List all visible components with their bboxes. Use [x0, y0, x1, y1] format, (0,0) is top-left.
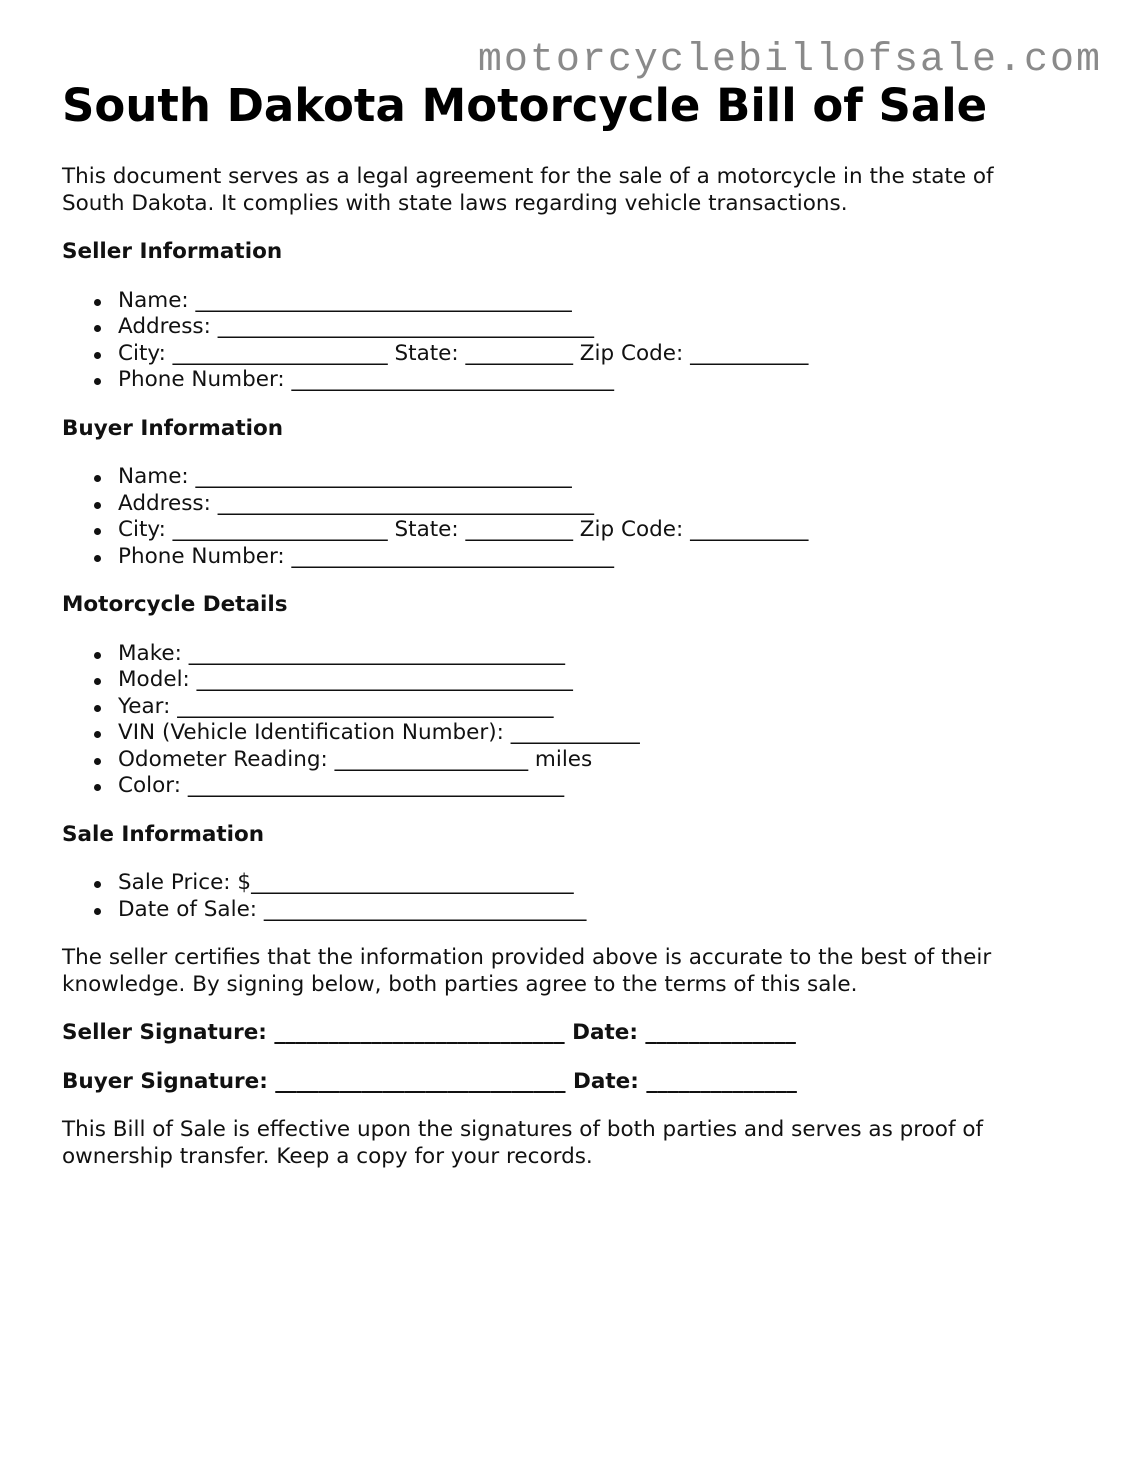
closing-paragraph: This Bill of Sale is effective upon the signatures of both parties and serves as proof of ownership transfer. Keep a copy for your records.	[62, 1117, 984, 1169]
buyer-signature-line[interactable]: Buyer Signature: ___________________________ Date: ______________	[62, 1068, 797, 1094]
buyer-address-field[interactable]: Address: ___________________________________	[118, 491, 1062, 518]
buyer-phone-field[interactable]: Phone Number: ______________________________	[118, 544, 1062, 571]
seller-fields-list	[62, 288, 1062, 394]
motorcycle-year-field[interactable]: Year: ___________________________________	[118, 694, 1062, 721]
motorcycle-fields-list	[62, 641, 1062, 800]
sale-price-field[interactable]: Sale Price: $______________________________	[118, 870, 1062, 897]
buyer-city-state-zip-field[interactable]: City: ____________________ State: __________ Zip Code: ___________	[118, 517, 1062, 544]
intro-paragraph: This document serves as a legal agreement for the sale of a motorcycle in the state of South Dakota. It complies with state laws regarding vehicle transactions.	[62, 164, 994, 216]
seller-address-field[interactable]: Address: ___________________________________	[118, 314, 1062, 341]
buyer-section-heading: Buyer Information	[62, 415, 284, 441]
seller-city-state-zip-field[interactable]: City: ____________________ State: __________ Zip Code: ___________	[118, 341, 1062, 368]
sale-fields-list	[62, 870, 1062, 923]
buyer-fields-list	[62, 464, 1062, 570]
motorcycle-odometer-field[interactable]: Odometer Reading: __________________ miles	[118, 747, 1062, 774]
motorcycle-color-field[interactable]: Color: ___________________________________	[118, 773, 1062, 800]
seller-section-heading: Seller Information	[62, 239, 283, 264]
document-body	[62, 78, 1062, 1170]
certification-paragraph: The seller certifies that the information provided above is accurate to the best of their knowledge. By signing below, both parties agree to the terms of this sale.	[62, 945, 992, 997]
motorcycle-model-field[interactable]: Model: ___________________________________	[118, 667, 1062, 694]
sale-section-heading: Sale Information	[62, 821, 265, 847]
seller-name-field[interactable]: Name: ___________________________________	[118, 288, 1062, 315]
seller-phone-field[interactable]: Phone Number: ______________________________	[118, 367, 1062, 394]
motorcycle-vin-field[interactable]: VIN (Vehicle Identification Number): ____________	[118, 720, 1062, 747]
site-watermark: motorcyclebillofsale.com	[477, 38, 1102, 83]
buyer-name-field[interactable]: Name: ___________________________________	[118, 464, 1062, 491]
motorcycle-make-field[interactable]: Make: ___________________________________	[118, 641, 1062, 668]
sale-date-field[interactable]: Date of Sale: ______________________________	[118, 897, 1062, 924]
seller-signature-line[interactable]: Seller Signature: ___________________________ Date: ______________	[62, 1020, 796, 1045]
motorcycle-section-heading: Motorcycle Details	[62, 592, 288, 617]
page-title: South Dakota Motorcycle Bill of Sale	[62, 79, 988, 132]
